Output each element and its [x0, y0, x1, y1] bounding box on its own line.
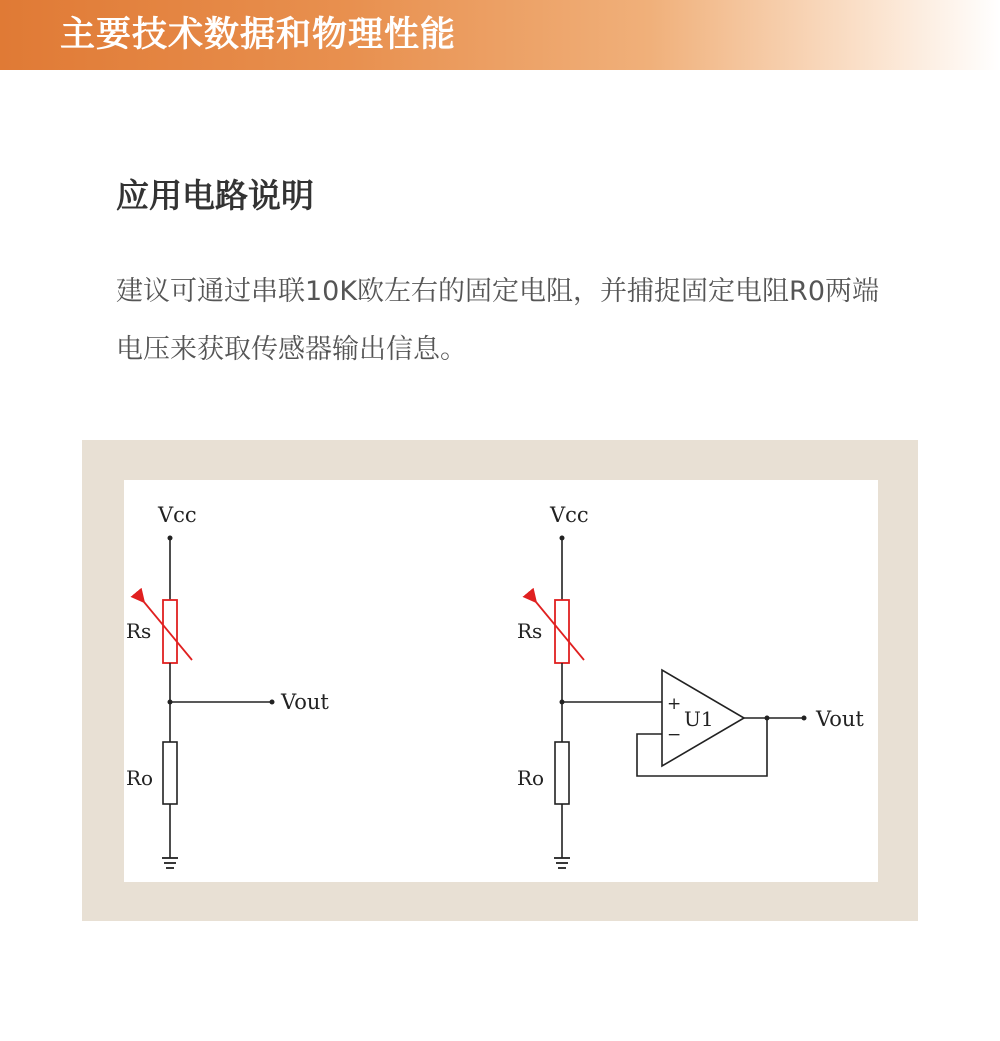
left-ro-label: Ro — [126, 766, 154, 790]
header-band — [0, 0, 1000, 70]
page-title: 主要技术数据和物理性能 — [60, 15, 457, 55]
left-vout-label: Vout — [281, 690, 329, 714]
circuit-diagram — [124, 480, 878, 882]
section-title: 应用电路说明 — [116, 176, 314, 215]
left-rs-label: Rs — [126, 619, 152, 643]
right-fixed-resistor — [555, 742, 569, 804]
opamp-label: U1 — [684, 707, 714, 731]
left-fixed-resistor — [163, 742, 177, 804]
right-ro-label: Ro — [517, 766, 545, 790]
left-sensor-resistor — [163, 600, 177, 663]
left-circuit — [126, 503, 329, 868]
circuit-svg — [124, 480, 878, 882]
right-vout-label: Vout — [816, 707, 864, 731]
left-vcc-label: Vcc — [158, 503, 197, 527]
opamp-minus-sign: − — [667, 725, 682, 745]
right-variable-arrow — [536, 602, 584, 660]
output-junction-node — [765, 716, 770, 721]
right-rs-label: Rs — [517, 619, 543, 643]
right-ground-icon — [554, 858, 570, 868]
right-circuit — [517, 503, 864, 868]
left-ground-icon — [162, 858, 178, 868]
right-vcc-label: Vcc — [550, 503, 589, 527]
right-sensor-resistor — [555, 600, 569, 663]
section-body: 建议可通过串联10K欧左右的固定电阻，并捕捉固定电阻R0两端电压来获取传感器输出信息。 — [116, 276, 879, 365]
left-vout-node — [270, 700, 275, 705]
right-vout-node — [802, 716, 807, 721]
opamp-plus-sign: + — [667, 694, 682, 714]
